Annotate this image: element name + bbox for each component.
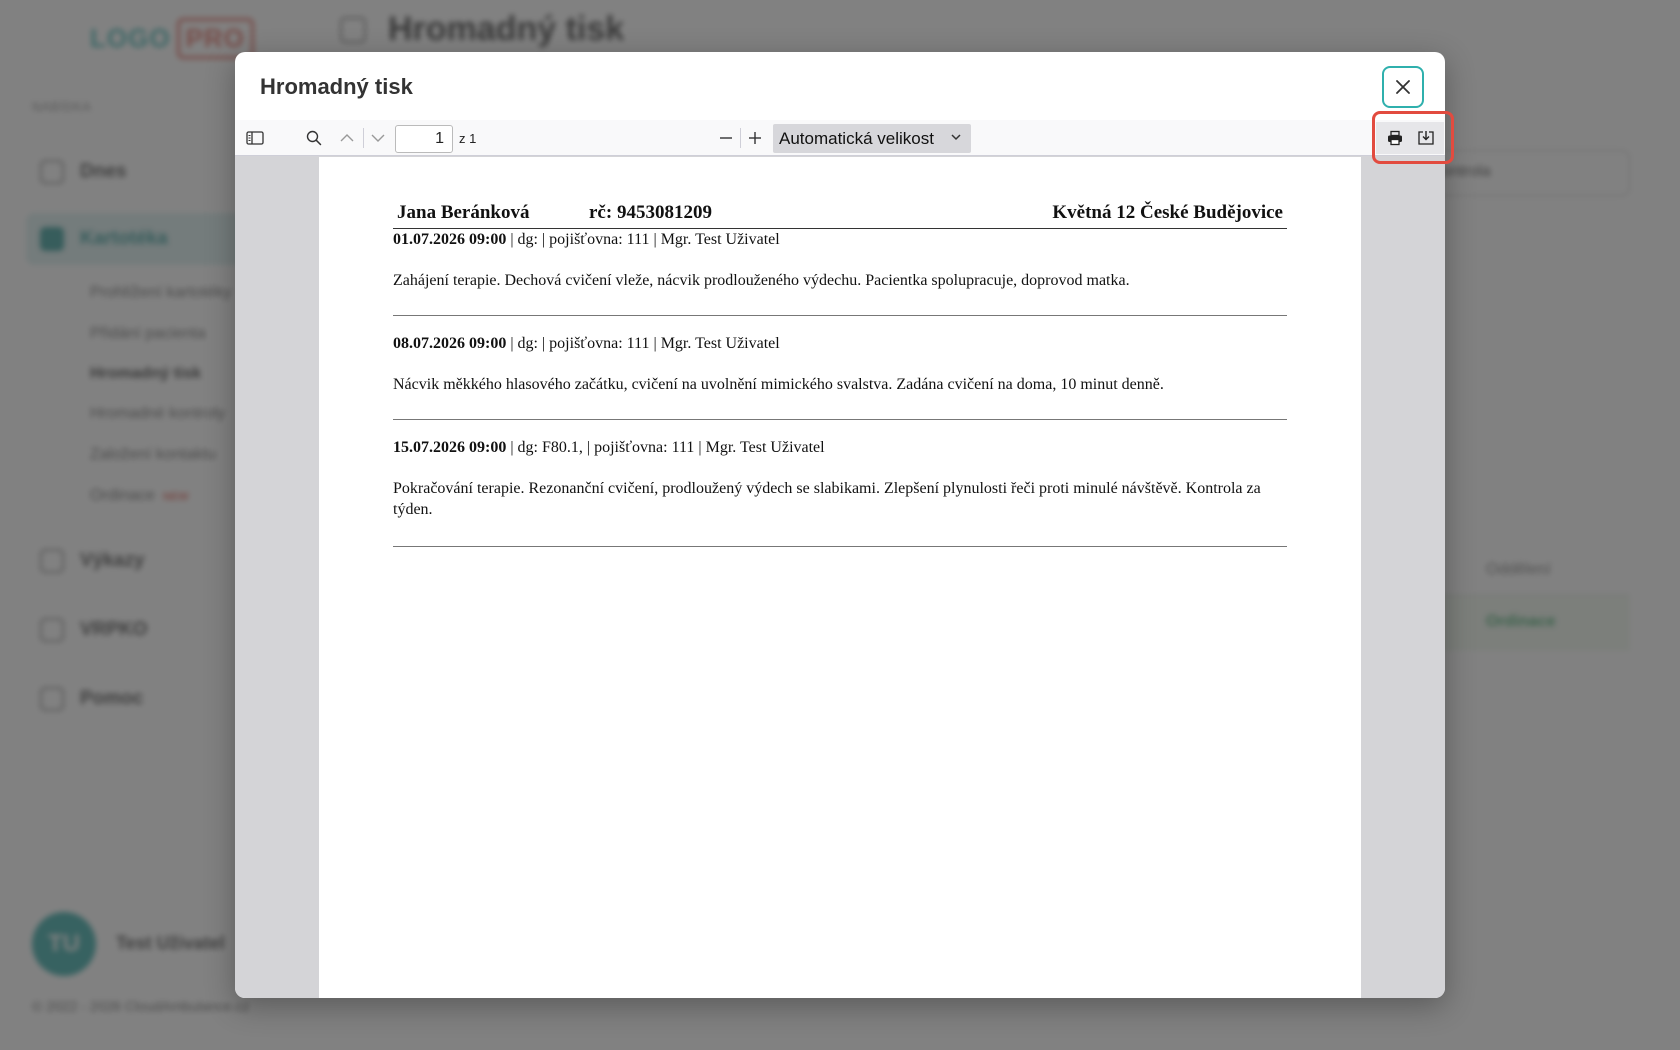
pdf-page	[319, 157, 1361, 998]
entry-meta	[393, 439, 825, 457]
page-count: z 1	[459, 131, 477, 146]
page-number-input[interactable]	[395, 125, 453, 153]
toolbar-separator	[740, 128, 741, 148]
pdf-toolbar	[235, 120, 1445, 156]
patient-rc: rč: 9453081209	[589, 202, 712, 223]
chevron-up-icon	[340, 133, 354, 143]
close-button[interactable]	[1382, 66, 1424, 108]
pdf-viewer	[235, 120, 1445, 998]
previous-page-button[interactable]	[334, 125, 360, 151]
toolbar-separator	[363, 128, 364, 148]
highlight-annotation	[1372, 111, 1454, 164]
close-icon	[1395, 79, 1411, 95]
zoom-select-value: Automatická velikost	[779, 128, 934, 148]
entry-date: 15.07.2026 09:00	[393, 439, 507, 456]
zoom-select[interactable]	[773, 124, 971, 153]
chevron-down-icon	[371, 133, 385, 143]
minus-icon	[719, 131, 733, 145]
search-icon	[306, 130, 322, 146]
entry-text: Zahájení terapie. Dechová cvičení vleže, nácvik prodlouženého výdechu. Pacientka spolupracuje, doprovod matka.	[393, 272, 1130, 289]
record-entry	[393, 439, 1287, 547]
entry-meta	[393, 231, 780, 249]
entry-details: | dg: | pojišťovna: 111 | Mgr. Test Uživatel	[506, 335, 780, 352]
next-page-button[interactable]	[365, 125, 391, 151]
sidebar-toggle-icon	[246, 131, 264, 145]
entry-meta	[393, 335, 780, 353]
entry-details: | dg: F80.1, | pojišťovna: 111 | Mgr. Test Uživatel	[506, 439, 825, 456]
entry-text: Pokračování terapie. Rezonanční cvičení, prodloužený výdech se slabikami. Zlepšení plynulosti řeči proti minulé návštěvě. Kontrola za týden.	[393, 480, 1261, 518]
patient-name: Jana Beránková	[397, 202, 530, 223]
record-entry	[393, 335, 1287, 420]
zoom-in-button[interactable]	[742, 125, 768, 151]
find-button[interactable]	[301, 125, 327, 151]
entry-details: | dg: | pojišťovna: 111 | Mgr. Test Uživatel	[506, 231, 780, 248]
record-entry	[393, 231, 1287, 316]
entry-date: 08.07.2026 09:00	[393, 335, 507, 352]
patient-address: Květná 12 České Budějovice	[1052, 202, 1283, 223]
entry-text: Nácvik měkkého hlasového začátku, cvičení na uvolnění mimického svalstva. Zadána cvičení na doma, 10 minut denně.	[393, 376, 1164, 393]
plus-icon	[748, 131, 762, 145]
modal-title: Hromadný tisk	[260, 74, 413, 99]
chevron-down-icon	[949, 130, 963, 144]
sidebar-toggle-button[interactable]	[242, 125, 268, 151]
zoom-out-button[interactable]	[713, 125, 739, 151]
print-modal	[235, 52, 1445, 998]
entry-date: 01.07.2026 09:00	[393, 231, 507, 248]
document-header	[393, 201, 1287, 229]
